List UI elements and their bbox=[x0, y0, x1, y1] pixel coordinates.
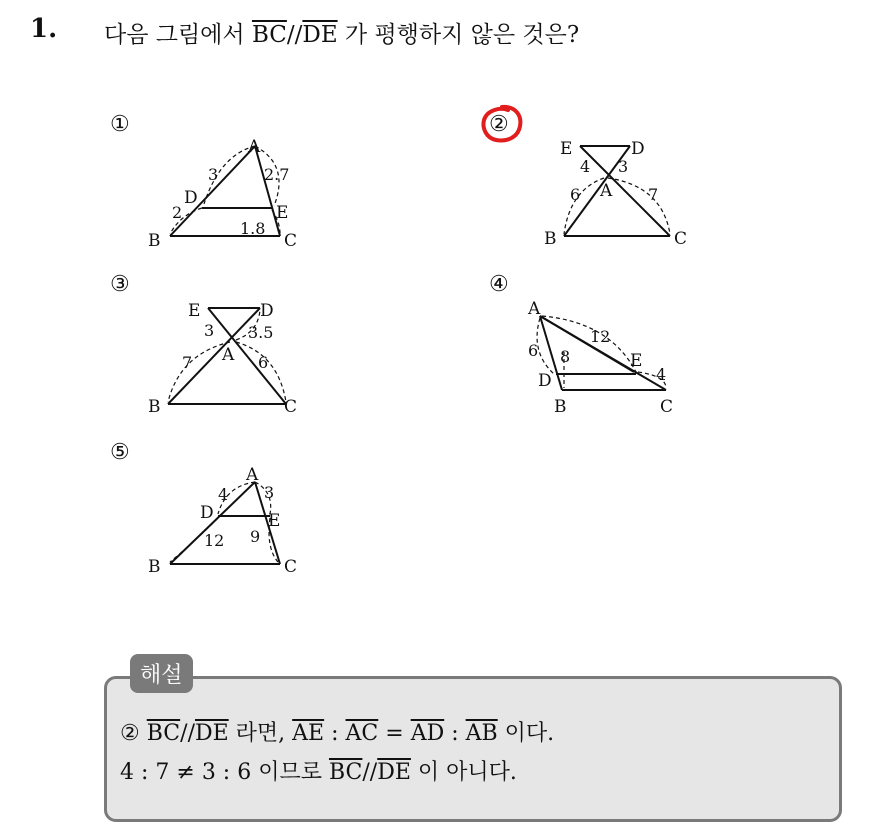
length-8: 8 bbox=[560, 347, 571, 366]
length-ad: 3 bbox=[208, 165, 219, 184]
point-e: E bbox=[560, 139, 573, 159]
length-ad: 3 bbox=[618, 157, 629, 176]
point-b: B bbox=[544, 229, 557, 249]
solution-line-2 bbox=[120, 755, 517, 786]
parallel-sign: // bbox=[286, 22, 303, 48]
question-text-after: 가 평행하지 않은 것은? bbox=[337, 22, 580, 48]
length-ec: 4 bbox=[656, 365, 667, 384]
option-1-figure bbox=[140, 130, 320, 250]
point-d: D bbox=[631, 139, 645, 159]
point-d: D bbox=[184, 188, 198, 208]
length-db: 2 bbox=[172, 203, 183, 222]
segment-ac: $\overline{AC}$ bbox=[345, 721, 379, 746]
length-ad: 4 bbox=[218, 485, 229, 504]
solution-text-end: 이다. bbox=[497, 721, 555, 746]
point-a: A bbox=[248, 137, 261, 157]
point-e: E bbox=[276, 203, 289, 223]
solution-tag: 해설 bbox=[130, 654, 193, 693]
colon: : bbox=[444, 721, 466, 746]
point-d: D bbox=[260, 301, 274, 321]
length-ae: 3 bbox=[204, 321, 215, 340]
solution-text-end: 이 아니다. bbox=[410, 760, 517, 785]
question-text-before: 다음 그림에서 bbox=[104, 22, 252, 48]
solution-text: 이므로 bbox=[251, 760, 329, 785]
parallel-sign: // bbox=[362, 760, 378, 785]
segment-ae: $\overline{AE}$ bbox=[292, 721, 325, 746]
question-number: 1. bbox=[30, 14, 58, 44]
option-3-figure bbox=[140, 292, 320, 417]
option-2-label[interactable]: ② bbox=[489, 112, 509, 137]
length-ae: 4 bbox=[580, 157, 591, 176]
point-b: B bbox=[554, 397, 567, 417]
point-b: B bbox=[148, 231, 161, 250]
option-1-label[interactable]: ① bbox=[110, 112, 130, 137]
length-ae: 3 bbox=[264, 483, 275, 502]
parallel-sign: // bbox=[180, 721, 195, 746]
ratio-inequality: 4 : 7 ≠ 3 : 6 bbox=[120, 760, 252, 785]
segment-de: $\overline{DE}$ bbox=[377, 760, 411, 785]
length-ab: 7 bbox=[182, 353, 193, 372]
option-3-label[interactable]: ③ bbox=[110, 272, 130, 297]
point-c: C bbox=[284, 397, 298, 417]
segment-bc: $\overline{BC}$ bbox=[146, 721, 181, 746]
option-5-figure bbox=[140, 458, 320, 583]
segment-bc: $\overline{BC}$ bbox=[328, 760, 363, 785]
length-ad: 6 bbox=[528, 341, 539, 360]
length-ad: 3.5 bbox=[248, 323, 274, 342]
length-ec: 1.8 bbox=[240, 219, 266, 238]
point-b: B bbox=[148, 397, 161, 417]
point-a: A bbox=[600, 181, 613, 201]
point-a: A bbox=[222, 345, 235, 365]
colon: : bbox=[324, 721, 346, 746]
point-e: E bbox=[188, 301, 201, 321]
solution-text: 라면, bbox=[228, 721, 293, 746]
segment-ad: $\overline{AD}$ bbox=[410, 721, 445, 746]
point-d: D bbox=[200, 503, 214, 523]
point-e: E bbox=[268, 511, 281, 531]
solution-line-1 bbox=[120, 716, 554, 747]
equals-sign: = bbox=[378, 721, 411, 746]
point-a: A bbox=[528, 299, 541, 319]
option-5-label[interactable]: ⑤ bbox=[110, 440, 130, 465]
segment-de: $\overline{DE}$ bbox=[302, 22, 338, 48]
length-ae: 2.7 bbox=[264, 165, 290, 184]
question-text bbox=[104, 16, 579, 49]
segment-ab: $\overline{AB}$ bbox=[465, 721, 498, 746]
length-ac: 7 bbox=[648, 185, 659, 204]
segment-de: $\overline{DE}$ bbox=[194, 721, 229, 746]
point-c: C bbox=[284, 557, 298, 577]
point-a: A bbox=[246, 465, 259, 485]
length-ac: 6 bbox=[258, 353, 269, 372]
segment-bc: $\overline{BC}$ bbox=[251, 22, 287, 48]
point-c: C bbox=[674, 229, 688, 249]
length-ae: 12 bbox=[590, 327, 611, 346]
option-4-figure bbox=[520, 292, 700, 417]
option-4-label[interactable]: ④ bbox=[489, 272, 509, 297]
length-ec: 9 bbox=[250, 527, 261, 546]
point-c: C bbox=[284, 231, 298, 250]
point-c: C bbox=[660, 397, 674, 417]
length-ab: 6 bbox=[570, 185, 581, 204]
point-b: B bbox=[148, 557, 161, 577]
solution-box bbox=[104, 676, 842, 822]
point-e: E bbox=[630, 351, 643, 371]
point-d: D bbox=[538, 371, 552, 391]
option-2-figure bbox=[538, 130, 708, 250]
length-db: 12 bbox=[204, 531, 225, 550]
solution-option-number: ② bbox=[120, 721, 140, 746]
